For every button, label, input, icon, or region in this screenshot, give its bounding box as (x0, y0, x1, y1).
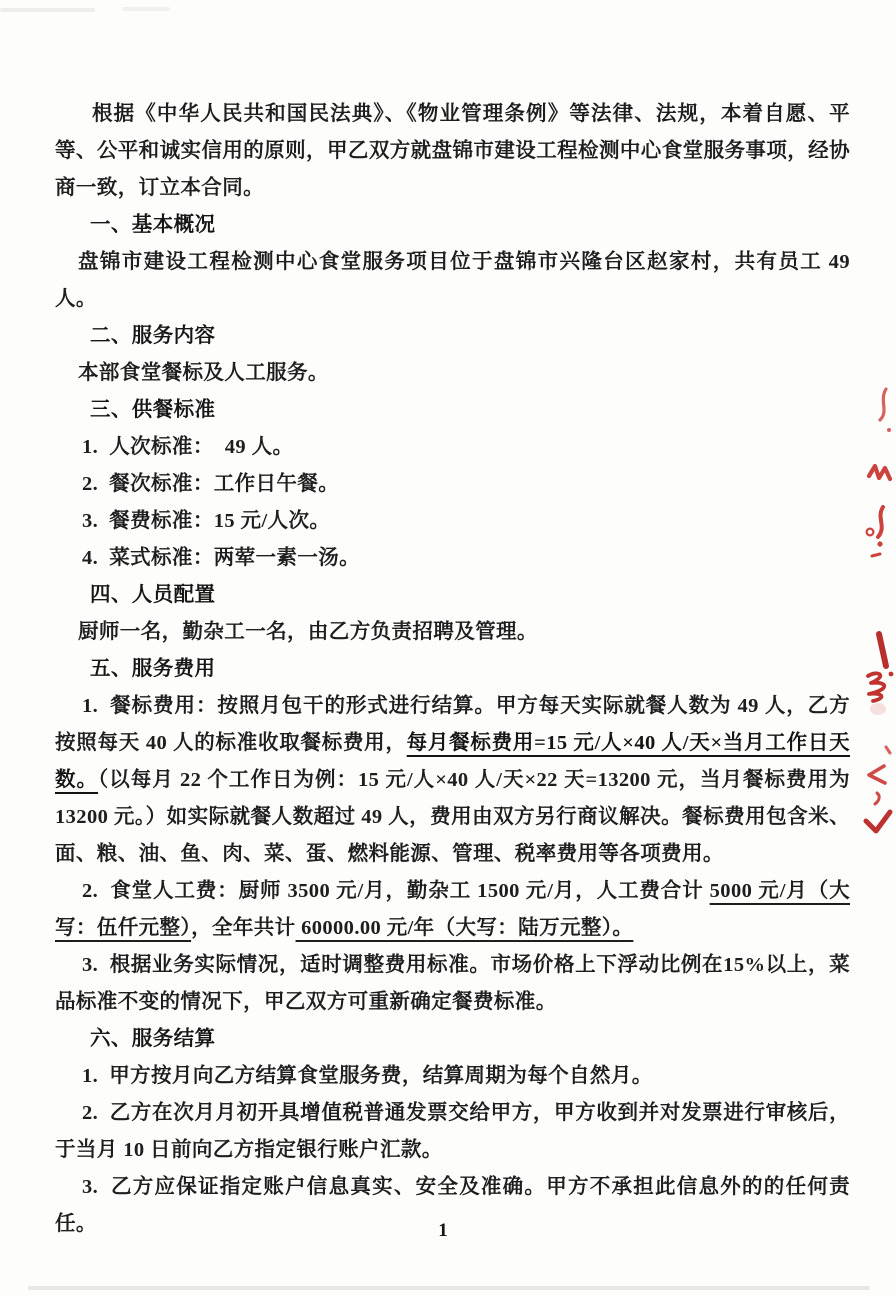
red-ink-mark-thick-cluster (868, 634, 893, 701)
text-run: 三、供餐标准 (90, 399, 216, 421)
section-heading-6 (55, 1021, 850, 1058)
section-6-item-1 (55, 1058, 850, 1095)
text-run: 1. 餐标费用：按照月包干的形式进行结算。甲方每天实际就餐人数为 49 人，乙方按照每天 40 人的标准收取餐标费用， (55, 695, 850, 754)
scan-artifact-bottom-edge (28, 1286, 870, 1290)
preamble (55, 96, 850, 207)
text-run: 盘锦市建设工程检测中心食堂服务项目位于盘锦市兴隆台区赵家村，共有员工 49 人。 (55, 251, 856, 310)
red-ink-marginalia (856, 375, 896, 845)
underlined-text: 5000 元/月（大写：伍仟元整） (55, 880, 850, 939)
section-heading-5 (55, 651, 850, 688)
text-run: 1. 人次标准： 49 人。 (82, 436, 294, 458)
section-3-item-1 (55, 429, 850, 466)
section-heading-3 (55, 392, 850, 429)
red-ink-mark-chevron (869, 766, 885, 804)
text-run: ，全年共计 (191, 917, 296, 939)
red-ink-mark-loop (867, 507, 883, 556)
text-run: 1. 甲方按月向乙方结算食堂服务费，结算周期为每个自然月。 (82, 1065, 653, 1087)
red-ink-smudge (870, 703, 886, 715)
section-heading-2 (55, 318, 850, 355)
text-run: （以每月 22 个工作日为例：15 元/人×40 人/天×22 天=13200 元，当月餐标费用为 13200 元。）如实际就餐人数超过 49 人，费用由双方另行商议解决。餐标费用包含米、面、粮、油、鱼、肉、菜、蛋、燃料能源、管理、税率费用等各项费用。 (55, 769, 856, 865)
text-run: 四、人员配置 (90, 584, 216, 606)
text-run: 4. 菜式标准：两荤一素一汤。 (82, 547, 361, 569)
underlined-text: 每月餐标费用=15 元/人×40 人/天×当月工作日天数。 (55, 732, 850, 791)
section-3-item-2 (55, 466, 850, 503)
section-4-body (55, 614, 850, 651)
underlined-text: 60000.00 元/年（大写：陆万元整）。 (295, 917, 634, 939)
text-run: 2. 乙方在次月月初开具增值税普通发票交给甲方，甲方收到并对发票进行审核后，于当月 10 日前向乙方指定银行账户汇款。 (55, 1102, 850, 1161)
text-run: 3. 餐费标准：15 元/人次。 (82, 510, 331, 532)
text-run: 3. 乙方应保证指定账户信息真实、安全及准确。甲方不承担此信息外的的任何责任。 (55, 1176, 850, 1235)
section-5-item-3 (55, 947, 850, 1021)
text-run: 厨师一名，勤杂工一名，由乙方负责招聘及管理。 (78, 621, 538, 643)
page-number: 1 (438, 1220, 448, 1241)
section-6-item-2 (55, 1095, 850, 1169)
text-run: 根据《中华人民共和国民法典》、《物业管理条例》等法律、法规，本着自愿、平等、公平和诚实信用的原则，甲乙双方就盘锦市建设工程检测中心食堂服务事项，经协商一致，订立本合同。 (55, 103, 850, 199)
text-run: 本部食堂餐标及人工服务。 (78, 362, 329, 384)
text-run: 二、服务内容 (90, 325, 216, 347)
text-run: 2. 餐次标准：工作日午餐。 (82, 473, 340, 495)
scan-artifact-top (0, 8, 95, 12)
section-5-item-2 (55, 873, 850, 947)
text-run: 2. 食堂人工费：厨师 3500 元/月，勤杂工 1500 元/月，人工费合计 (82, 880, 710, 902)
section-heading-1 (55, 207, 850, 244)
red-ink-mark-check (866, 812, 890, 831)
section-heading-4 (55, 577, 850, 614)
section-2-body (55, 355, 850, 392)
text-run: 五、服务费用 (90, 658, 216, 680)
section-3-item-3 (55, 503, 850, 540)
section-3-item-4 (55, 540, 850, 577)
document-body (55, 96, 856, 1243)
text-run: 六、服务结算 (90, 1028, 216, 1050)
section-5-item-1 (55, 688, 856, 873)
text-run: 一、基本概况 (90, 214, 216, 236)
text-run: 3. 根据业务实际情况，适时调整费用标准。市场价格上下浮动比例在15%以上，菜品标准不变的情况下，甲乙双方可重新确定餐费标准。 (55, 954, 850, 1013)
red-ink-mark-ticks (886, 747, 890, 753)
section-1-body (55, 244, 856, 318)
scan-artifact-top-2 (122, 7, 170, 11)
red-ink-mark-zigzag (869, 466, 890, 479)
red-ink-mark-curve (880, 389, 891, 432)
